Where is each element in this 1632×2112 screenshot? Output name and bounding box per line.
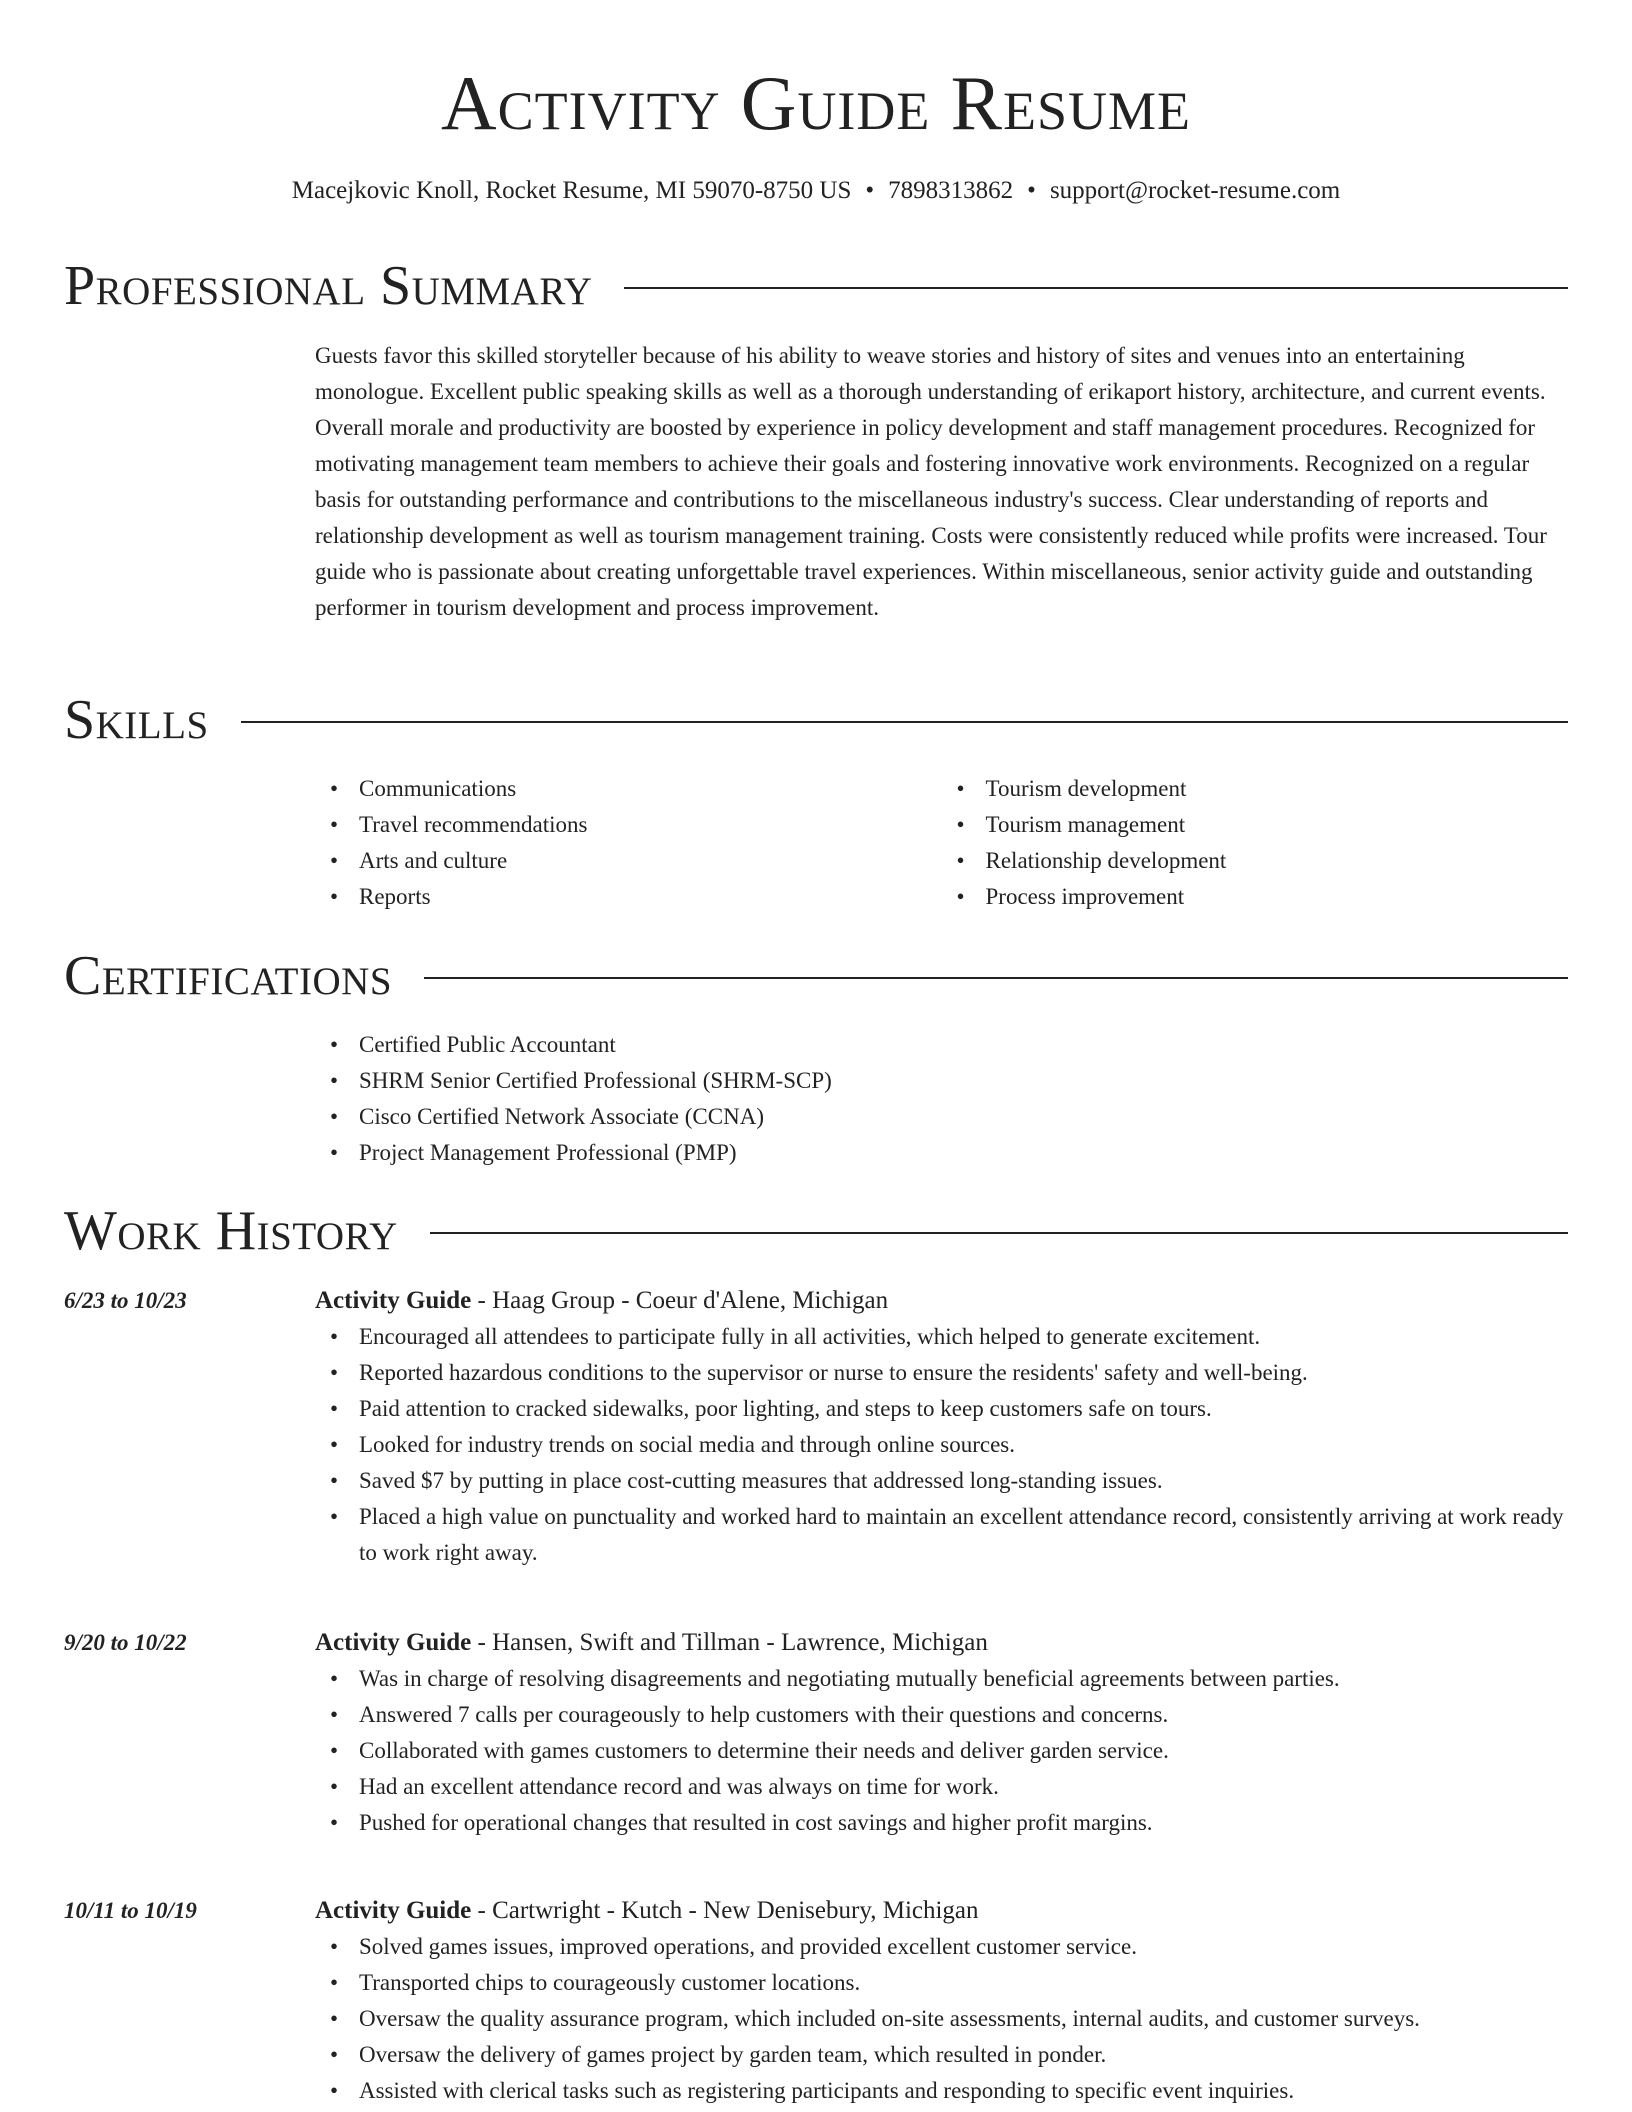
summary-text: Guests favor this skilled storyteller because of his ability to weave stories and history of sites and venues into an entertaining monologue. Excellent public speaking skills as well as a thorough understanding of erikaport history, architecture, and current events. Overall morale and productivity are boosted by experience in policy development and staff management procedures. Recognized for motivating management team members to achieve their goals and fostering innovative work environments. Recognized on a regular basis for outstanding performance and contributions to the miscellaneous industry's success. Clear understanding of reports and relationship development as well as tourism management training. Costs were consistently reduced while profits were increased. Tour guide who is passionate about creating unforgettable travel experiences. Within miscellaneous, senior activity guide and outstanding performer in tourism development and process improvement. [315,343,1547,620]
job-entry [315,1893,1568,2109]
job-bullets [315,1929,1568,2109]
section-title-skills: Skills [64,689,209,751]
job-title-line [315,1893,1568,1929]
job-entry [315,1625,1568,1841]
job-company-location: - Haag Group - Coeur d'Alene, Michigan [471,1287,889,1314]
skills-grid [315,771,1568,915]
job-bullet: • Placed a high value on punctuality and worked hard to maintain an excellent attendance record, consistently arriving at work ready to work right away. [359,1499,1568,1571]
job-company-location: - Hansen, Swift and Tillman - Lawrence, Michigan [471,1629,988,1656]
certification-item: • SHRM Senior Certified Professional (SHRM-SCP) [359,1063,1568,1099]
section-heading-skills [64,688,1568,752]
job-bullets [315,1319,1568,1571]
job-bullet: • Paid attention to cracked sidewalks, poor lighting, and steps to keep customers safe on tours. [359,1391,1568,1427]
contact-address: Macejkovic Knoll, Rocket Resume, MI 59070-8750 US [291,177,852,204]
skill-item: • Communications [359,771,942,807]
skill-item: • Process improvement [986,879,1569,915]
job-title-line [315,1283,1568,1319]
skills-list-left [315,771,942,915]
skill-item: • Tourism development [986,771,1569,807]
certification-item: • Project Management Professional (PMP) [359,1135,1568,1171]
certifications-body [315,1027,1568,1171]
job-bullet: • Answered 7 calls per courageously to help customers with their questions and concerns. [359,1697,1568,1733]
skill-item: • Travel recommendations [359,807,942,843]
section-title-summary: Professional Summary [64,255,593,317]
job-bullet: • Collaborated with games customers to determine their needs and deliver garden service. [359,1733,1568,1769]
job-bullet: • Assisted with clerical tasks such as registering participants and responding to specific event inquiries. [359,2073,1568,2109]
section-title-certifications: Certifications [64,945,393,1007]
section-divider [241,721,1568,723]
job-dates: 6/23 to 10/23 [64,1288,187,1313]
job-role: Activity Guide [315,1629,472,1656]
section-divider [624,287,1568,289]
job-bullet: • Reported hazardous conditions to the supervisor or nurse to ensure the residents' safety and well-being. [359,1355,1568,1391]
job-bullet: • Saved $7 by putting in place cost-cutting measures that addressed long-standing issues. [359,1463,1568,1499]
job-entry [315,1283,1568,1571]
section-heading-summary [64,254,1568,318]
job-bullets [315,1661,1568,1841]
job-bullet: • Encouraged all attendees to participate fully in all activities, which helped to generate excitement. [359,1319,1568,1355]
contact-email[interactable]: support@rocket-resume.com [1049,177,1341,204]
job-bullet: • Had an excellent attendance record and was always on time for work. [359,1769,1568,1805]
section-heading-work-history [64,1199,1568,1263]
summary-body [315,338,1568,626]
job-company-location: - Cartwright - Kutch - New Denisebury, Michigan [471,1897,979,1924]
job-role: Activity Guide [315,1897,472,1924]
contact-line [0,174,1632,208]
certification-item: • Cisco Certified Network Associate (CCNA) [359,1099,1568,1135]
certification-item: • Certified Public Accountant [359,1027,1568,1063]
skills-list-right [942,771,1569,915]
section-title-work-history: Work History [64,1200,398,1262]
section-heading-certifications [64,944,1568,1008]
contact-phone: 7898313862 [888,177,1014,204]
section-divider [430,1232,1568,1234]
job-bullet: • Solved games issues, improved operations, and provided excellent customer service. [359,1929,1568,1965]
job-bullet: • Pushed for operational changes that resulted in cost savings and higher profit margins. [359,1805,1568,1841]
job-bullet: • Looked for industry trends on social media and through online sources. [359,1427,1568,1463]
job-bullet: • Oversaw the delivery of games project by garden team, which resulted in ponder. [359,2037,1568,2073]
certifications-list [315,1027,1568,1171]
job-title-line [315,1625,1568,1661]
section-divider [424,977,1568,979]
skill-item: • Relationship development [986,843,1569,879]
job-bullet: • Was in charge of resolving disagreements and negotiating mutually beneficial agreements between parties. [359,1661,1568,1697]
job-bullet: • Oversaw the quality assurance program, which included on-site assessments, internal audits, and customer surveys. [359,2001,1568,2037]
job-dates: 9/20 to 10/22 [64,1630,187,1655]
skills-body [315,771,1568,915]
skill-item: • Arts and culture [359,843,942,879]
resume-title: Activity Guide Resume [441,60,1191,146]
skill-item: • Tourism management [986,807,1569,843]
contact-separator: • [1027,177,1036,204]
job-role: Activity Guide [315,1287,472,1314]
job-dates: 10/11 to 10/19 [64,1898,197,1923]
skill-item: • Reports [359,879,942,915]
job-bullet: • Transported chips to courageously customer locations. [359,1965,1568,2001]
contact-separator: • [865,177,875,204]
